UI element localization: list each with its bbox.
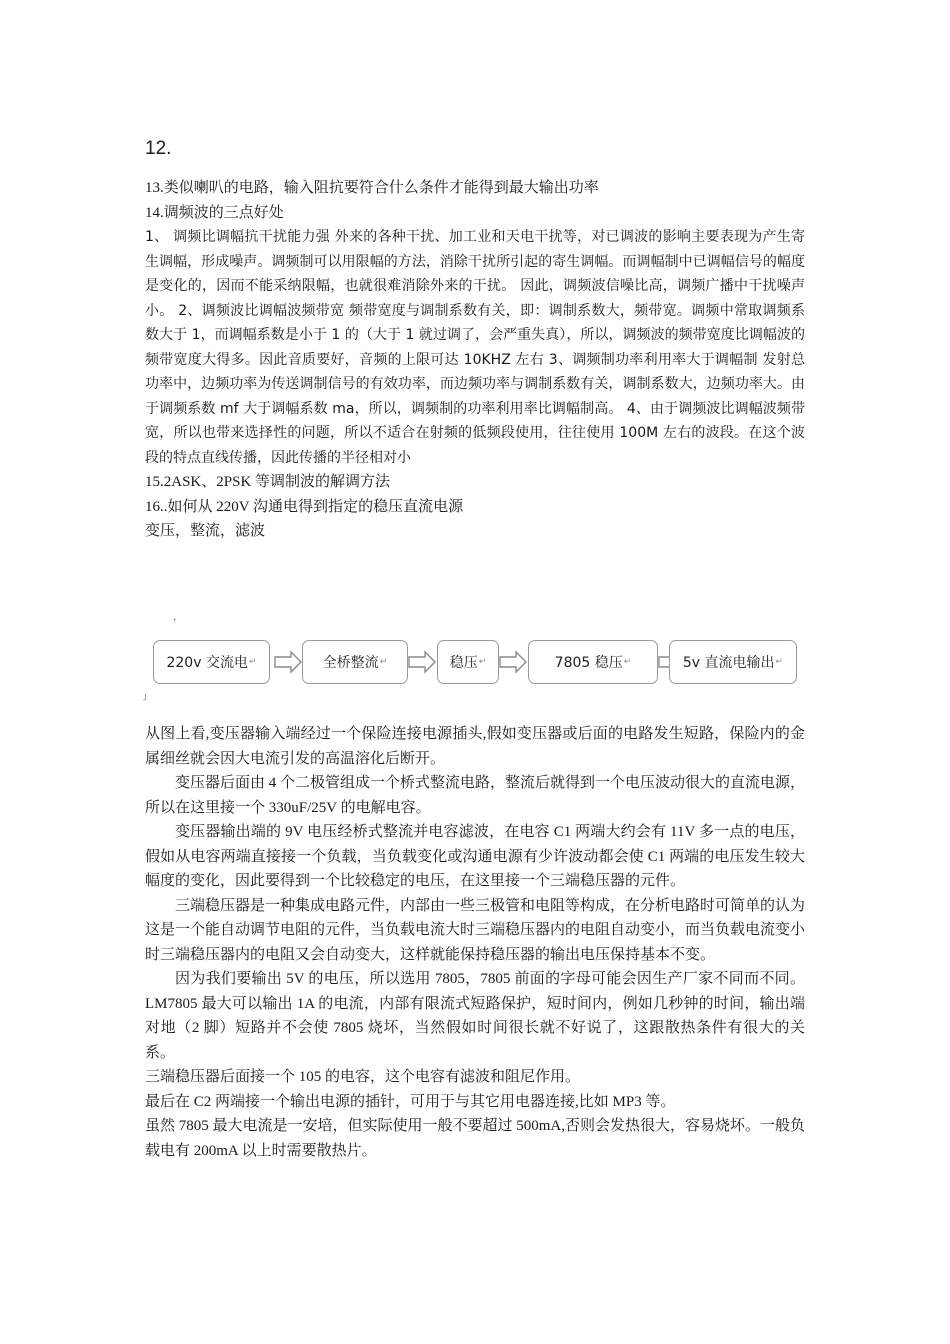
section-number-12: 12. [145, 138, 172, 159]
answer-16: 变压，整流，滤波 [145, 523, 266, 539]
arrow-icon [498, 650, 528, 674]
box-regulation [437, 640, 499, 684]
box-dc-output [669, 640, 797, 684]
arrow-icon [407, 650, 437, 674]
question-13: 13.类似喇叭的电路，输入阻抗要符合什么条件才能得到最大输出功率 [145, 180, 599, 196]
box-dc-output-label: 5v 直流电输出 [682, 655, 775, 671]
paragraph: 因为我们要输出 5V 的电压，所以选用 7805，7805 前面的字母可能会因生产厂家不同而不同。LM7805 最大可以输出 1A 的电流，内部有限流式短路保护，短时间内，例如几秒钟的时间，输出端对地（2 脚）短路并不会使 7805 烧坏，当然假如时间很长就不好说了，这跟散热条件有很大的关系。 [145, 971, 805, 1061]
question-15: 15.2ASK、2PSK 等调制波的解调方法 [145, 474, 391, 490]
return-mark: ↵ [478, 657, 487, 667]
paragraph: 虽然 7805 最大电流是一安培，但实际使用一般不要超过 500mA,否则会发热很大，容易烧坏。一般负载电有 200mA 以上时需要散热片。 [145, 1118, 806, 1159]
box-bridge-rectifier [302, 640, 408, 684]
explanation-block [145, 722, 805, 1163]
power-supply-block-diagram [142, 618, 805, 706]
question-14: 14.调频波的三点好处 [145, 204, 284, 221]
paragraph: 从图上看,变压器输入端经过一个保险连接电源插头,假如变压器或后面的电路发生短路，保险内的金属细丝就会因大电流引发的高温溶化后断开。 [145, 726, 805, 767]
return-mark: ↵ [248, 657, 257, 667]
question-16: 16..如何从 220V 沟通电得到指定的稳压直流电源 [145, 498, 464, 515]
box-7805-regulator-label: 7805 稳压 [554, 655, 623, 671]
return-mark: ↵ [623, 657, 632, 667]
answer-14: 1、 调频比调幅抗干扰能力强 外来的各种干扰、加工业和天电干扰等，对已调波的影响主要表现为产生寄生调幅，形成噪声。调频制可以用限幅的方法，消除干扰所引起的寄生调幅。而调幅制中已调幅信号的幅度是变化的，因而不能采纳限幅，也就很难消除外来的干扰。 因此，调频波信噪比高，调频广播中干扰噪声小。 2、调频波比调幅波频带宽 频带宽度与调制系数有关，即：调制系数大，频带宽。调频中常取调频系数大于 1，而调幅系数是小于 1 的（大于 1 就过调了，会严重失真），所以，调频波的频带宽度比调幅波的频带宽度大得多。因此音质要好，音频的上限可达 10KHZ 左右 3、调频制功率利用率大于调幅制 发射总功率中，边频功率为传送调制信号的有效功率，而边频功率与调制系数有关，调制系数大，边频功率大。由于调频系数 mf 大于调幅系数 ma，所以，调频制的功率利用率比调幅制高。 4、由于调频波比调幅波频带宽，所以也带来选择性的问题，所以不适合在射频的低频段使用，往往使用 100M 左右的波段。在这个波段的特点直线传播，因此传播的半径相对小 [145, 229, 805, 466]
anchor-mark-icon: ꜛ [173, 618, 177, 629]
return-mark: ↵ [379, 657, 388, 667]
paragraph: 变压器输出端的 9V 电压经桥式整流并电容滤波，在电容 C1 两端大约会有 11V 多一点的电压，假如从电容两端直接接一个负载，当负载变化或沟通电源有少许波动都会使 C1 两端的电压发生较大幅度的变化，因此要得到一个比较稳定的电压，在这里接一个三端稳压器的元件。 [145, 824, 805, 889]
box-ac-input-label: 220v 交流电 [166, 655, 248, 671]
box-ac-input [153, 640, 270, 684]
box-regulation-label: 稳压 [449, 655, 478, 671]
return-mark: ↵ [775, 657, 784, 667]
paragraph: 最后在 C2 两端接一个输出电源的插针，可用于与其它用电器连接,比如 MP3 等。 [145, 1093, 676, 1110]
question-block [145, 176, 805, 544]
box-7805-regulator [528, 640, 658, 684]
paragraph: 变压器后面由 4 个二极管组成一个桥式整流电路，整流后就得到一个电压波动很大的直流电源，所以在这里接一个 330uF/25V 的电解电容。 [145, 775, 806, 816]
box-bridge-rectifier-label: 全桥整流 [322, 655, 379, 671]
paragraph-mark-icon: ˩ [142, 692, 147, 703]
paragraph: 三端稳压器后面接一个 105 的电容，这个电容有滤波和阻尼作用。 [145, 1069, 581, 1085]
arrow-icon [273, 650, 303, 674]
paragraph: 三端稳压器是一种集成电路元件，内部由一些三极管和电阻等构成，在分析电路时可简单的认为这是一个能自动调节电阻的元件，当负载电流大时三端稳压器内的电阻自动变小，而当负载电流变小时三端稳压器内的电阻又会自动变大，这样就能保持稳压器的输出电压保持基本不变。 [145, 897, 806, 963]
